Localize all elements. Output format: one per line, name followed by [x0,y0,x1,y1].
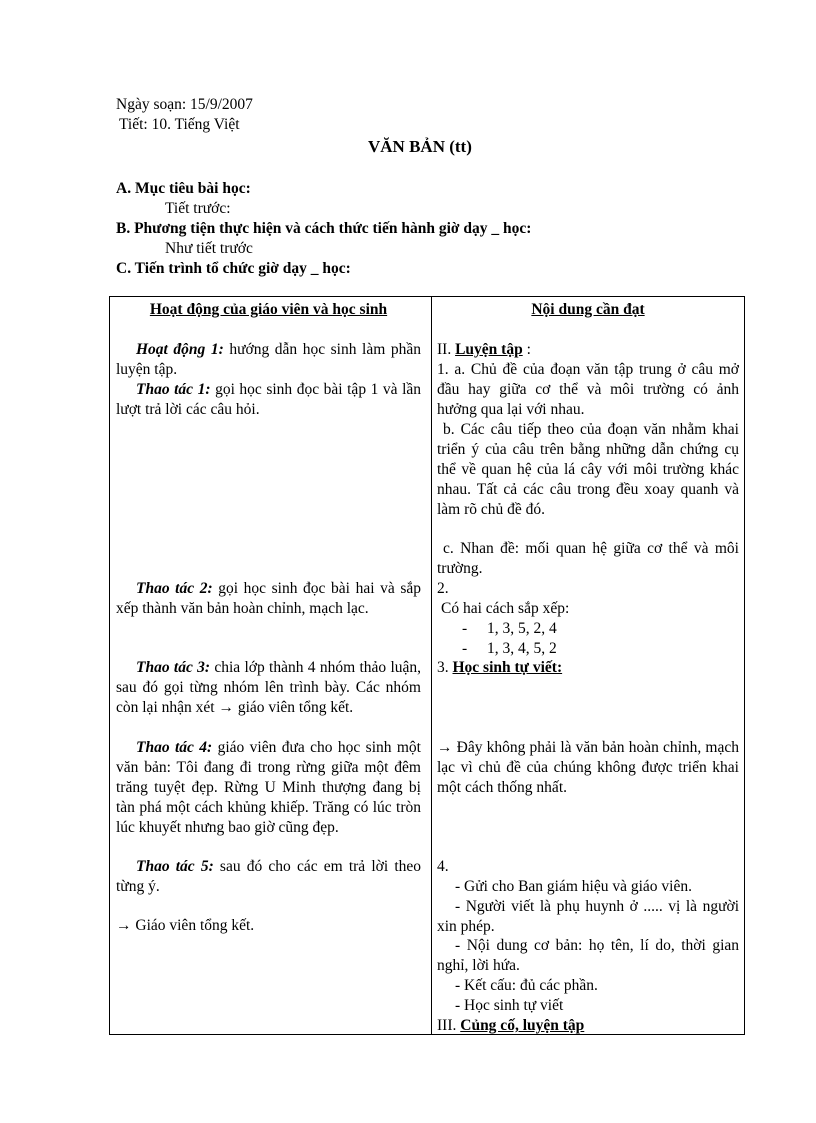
page-title: VĂN BẢN (tt) [368,137,472,156]
step-4-text: giáo viên đưa cho học sinh một văn bản: Tôi đang đi trong rừng giữa một đêm trăng tuyệt đẹp. Rừng U Minh thượng đang bị tàn phá một cách khủng khiếp. Trăng có lúc tròn lúc khuyết nhưng bao giờ cũng đẹp. [116,739,421,836]
step-2 [116,579,421,619]
date-line: Ngày soạn: 15/9/2007 [116,96,253,113]
section-a-text: Tiết trước: [165,200,231,217]
period-line: Tiết: 10. Tiếng Việt [119,116,240,133]
section-iii-heading [437,1016,739,1036]
teacher-conclusion: → Giáo viên tổng kết. [116,917,255,934]
section-ii-heading [437,340,739,360]
right-column [437,297,739,1034]
answer-1a: 1. a. Chủ đề của đoạn văn tập trung ở câu mở đầu hay giữa cơ thể và môi trường có ảnh hưởng qua lại với nhau. [437,361,739,418]
answer-4-number: 4. [437,858,449,875]
answer-2-text: Có hai cách sắp xếp: [441,600,570,617]
answer-4-line-1: - Gửi cho Ban giám hiệu và giáo viên. [455,878,692,895]
section-b-text: Như tiết trước [165,240,253,257]
section-iii-title: Củng cố, luyện tập [460,1017,585,1034]
activity-1 [116,340,421,380]
section-b-title: B. Phương tiện thực hiện và cách thức tiến hành giờ dạy _ học: [116,220,532,237]
step-4 [116,738,421,838]
section-a-title: A. Mục tiêu bài học: [116,180,251,197]
answer-4-line-4: - Kết cấu: đủ các phần. [455,977,598,994]
right-column-header: Nội dung cần đạt [531,301,645,318]
order-2-dash: - [462,640,468,657]
text-conclusion: → Đây không phải là văn bản hoàn chỉnh, mạch lạc vì chủ đề của chúng không được triển khai một cách thống nhất. [437,739,739,796]
step-3-label: Thao tác 3: [136,659,211,676]
step-4-label: Thao tác 4: [136,739,213,756]
answer-1c: c. Nhan đề: mối quan hệ giữa cơ thể và môi trường. [437,540,739,577]
answer-3-heading [437,658,739,678]
section-c-title: C. Tiến trình tổ chức giờ dạy _ học: [116,260,351,277]
answer-1b: b. Các câu tiếp theo của đoạn văn nhằm khai triển ý của câu trên bằng những dẫn chứng cụ thể về quan hệ của lá cây với môi trường khác nhau. Tất cả các câu trong đều xoay quanh và làm rõ chủ đề đó. [437,421,739,518]
step-5-label: Thao tác 5: [136,858,214,875]
answer-2-number: 2. [437,580,449,597]
section-ii-title: Luyện tập [455,341,523,358]
answer-3-title: Học sinh tự viết: [452,659,563,676]
section-iii-prefix: III. [437,1017,461,1034]
order-1-dash: - [462,620,468,637]
lesson-table [109,296,745,1035]
order-2: 1, 3, 4, 5, 2 [487,640,557,657]
step-2-label: Thao tác 2: [136,580,213,597]
activity-1-label: Hoạt động 1: [136,341,224,358]
left-column [116,297,421,1034]
section-ii-suffix: : [522,341,531,358]
order-1: 1, 3, 5, 2, 4 [487,620,557,637]
table-divider [431,297,432,1034]
step-5-text: sau đó cho các em trả lời theo từng ý. [116,858,421,895]
step-1-label: Thao tác 1: [136,381,211,398]
answer-4-line-3: - Nội dung cơ bản: họ tên, lí do, thời gian nghỉ, lời hứa. [437,937,739,974]
answer-3-prefix: 3. [437,659,453,676]
step-1 [116,380,421,420]
step-1-text: gọi học sinh đọc bài tập 1 và lần lượt trả lời các câu hỏi. [116,381,422,418]
step-3 [116,658,421,718]
step-3-text: chia lớp thành 4 nhóm thảo luận, sau đó gọi từng nhóm lên trình bày. Các nhóm còn lại nhận xét → giáo viên tổng kết. [116,659,422,716]
answer-4-line-2: - Người viết là phụ huynh ở ..... vị là người xin phép. [437,898,739,935]
step-5 [116,857,421,897]
left-column-header: Hoạt động của giáo viên và học sinh [149,301,388,318]
step-2-text: gọi học sinh đọc bài hai và sắp xếp thành văn bản hoàn chỉnh, mạch lạc. [116,580,421,617]
activity-1-text: hướng dẫn học sinh làm phần luyện tập. [116,341,421,378]
section-ii-prefix: II. [437,341,456,358]
answer-4-line-5: - Học sinh tự viết [455,997,564,1014]
